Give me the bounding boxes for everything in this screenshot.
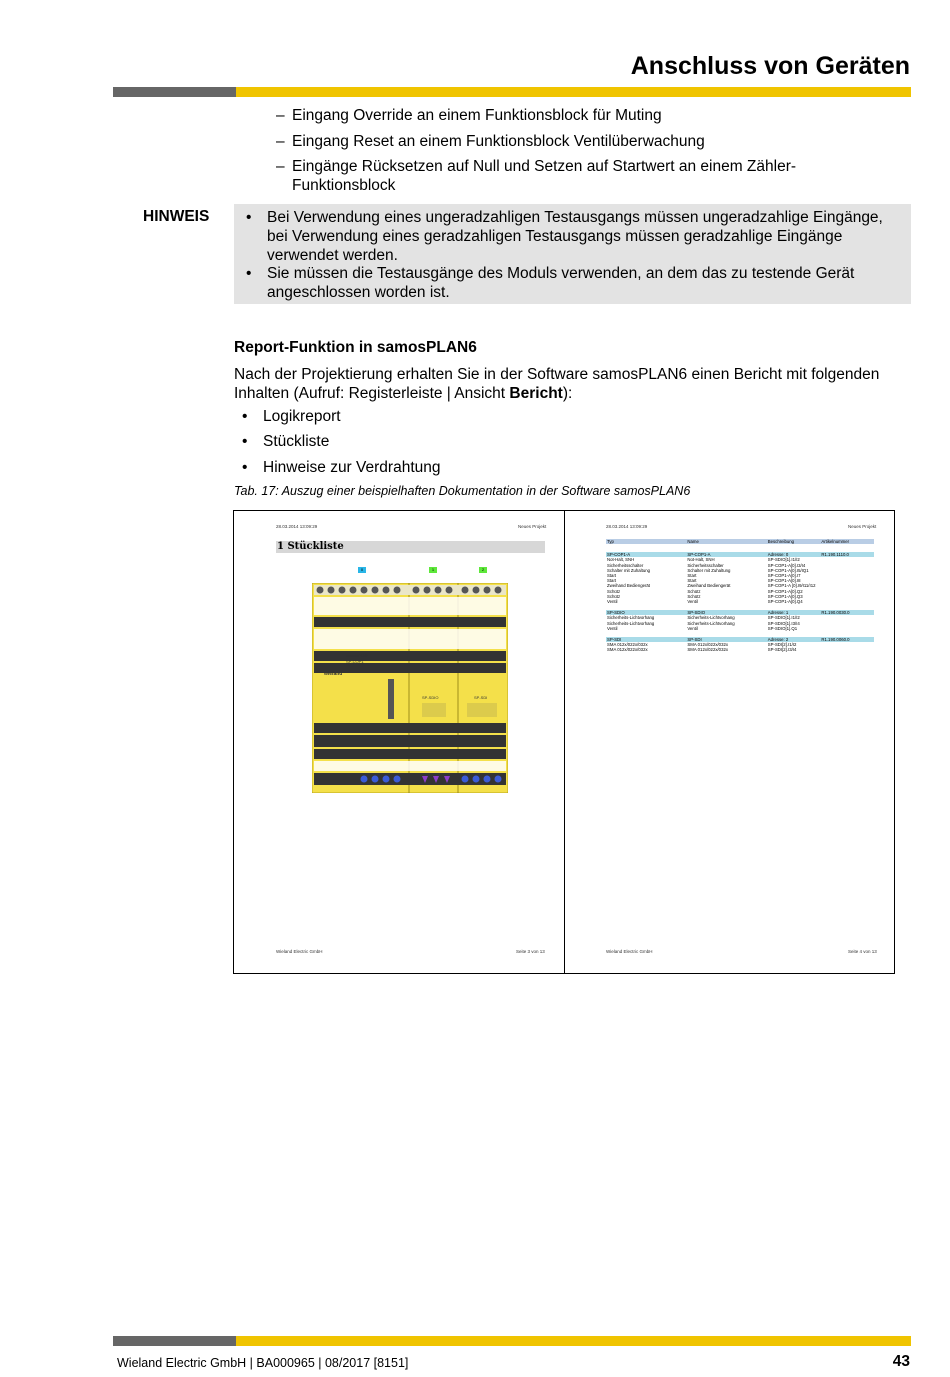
column-header: Name	[687, 539, 699, 544]
table-cell: SP-SDIO	[607, 610, 625, 616]
table-cell: SP-SDIO[1].Q1	[767, 625, 798, 631]
bullet-item: • Hinweise zur Verdrahtung	[242, 459, 441, 476]
column-header: Beschreibung	[767, 539, 795, 544]
table-cell: Adresse: 2	[767, 637, 789, 643]
table-cell: SP-SDI[2].I3/I4	[767, 647, 797, 653]
table-cell: SMA 012x/022x/032x	[687, 647, 728, 653]
report-footer-left: Wieland Electric GmbH	[606, 949, 653, 954]
table-cell: SP-SDI	[607, 637, 622, 643]
table-cell: SP-COP1-A	[607, 552, 631, 558]
table-cell: Adresse: 0	[767, 552, 789, 558]
bullet-item: • Logikreport	[242, 408, 341, 425]
table-cell: SP-SDI	[687, 637, 702, 643]
module-label: SP-COP1	[346, 659, 364, 664]
table-cell: SP-COP1-A	[687, 552, 711, 558]
footer-text: Wieland Electric GmbH | BA000965 | 08/2017 [8151]	[117, 1356, 409, 1370]
table-cell: SP-COP1-A[0].Q2	[767, 588, 803, 594]
module-badge: 2	[479, 567, 487, 573]
column-header: Artikelnummer	[821, 539, 850, 544]
report-footer-left: Wieland Electric GmbH	[276, 949, 323, 954]
section-title: Report-Funktion in samosPLAN6	[234, 339, 477, 356]
brand-label: wieland	[324, 671, 343, 677]
table-cell: Schütz	[687, 588, 701, 594]
table-cell: SMA 012x/022x/032x	[607, 642, 648, 648]
table-cell: Zweihand Bediengerät	[687, 583, 731, 589]
table-cell: Adresse: 1	[767, 610, 789, 616]
table-cell: R1.190.0030.0	[821, 610, 850, 616]
dash-item: – Eingang Override an einem Funktionsblock für Muting	[276, 107, 662, 124]
page-number: 43	[892, 1353, 910, 1370]
report-figure	[233, 510, 895, 974]
table-cell: SP-SDIO[1].I3/I4	[767, 620, 800, 626]
table-cell: Sicherheits-Lichtvorhang	[687, 615, 735, 621]
table-cell: SP-SDI[2].I1/I2	[767, 642, 797, 648]
page-title: Anschluss von Geräten	[630, 52, 910, 80]
module-badge: 0	[358, 567, 366, 573]
note-box: • Bei Verwendung eines ungeradzahligen Testausgangs müssen ungeradzahlige Eingänge, bei Verwendung eines geradzahligen Testausgangs müssen geradzahlige Eingänge verwendet werden. • Sie müssen die Testausgänge des Moduls verwenden, an dem das zu testende Gerät angeschlossen worden ist.	[234, 204, 911, 304]
module-label: SP-SDI	[474, 695, 488, 700]
table-cell: Start	[687, 578, 697, 584]
dash-item: – Eingang Reset an einem Funktionsblock Ventilüberwachung	[276, 133, 705, 150]
parts-table	[606, 539, 874, 659]
table-cell: Not-Halt, SNH	[607, 557, 635, 563]
dash-item: – Eingänge Rücksetzen auf Null und Setzen auf Startwert an einem Zähler-Funktionsblock	[276, 158, 797, 194]
table-cell: SMA 012x/022x/032x	[687, 642, 728, 648]
report-project: Neues Projekt	[848, 524, 877, 529]
report-date: 28.03.2014 13:09:29	[276, 524, 318, 529]
report-project: Neues Projekt	[518, 524, 547, 529]
report-date: 28.03.2014 13:09:29	[606, 524, 648, 529]
module-badge: 1	[429, 567, 437, 573]
table-cell: SP-SDIO[1].I1/I2	[767, 615, 800, 621]
table-cell: Zweihand Bediengerät	[607, 583, 650, 589]
table-cell: Ventil	[687, 625, 698, 631]
table-cell: Ventil	[607, 625, 618, 631]
table-cell: SP-COP1-A[0].I8	[767, 578, 801, 584]
table-cell: Start	[607, 578, 617, 584]
table-cell: Ventil	[607, 599, 618, 605]
product-label: samosPRO	[346, 653, 368, 658]
bullet-item: • Stückliste	[242, 433, 330, 450]
table-cell: Start	[687, 573, 697, 579]
table-cell: SP-COP1-A[0].I7	[767, 573, 801, 579]
table-cell: Sicherheits-Lichtvorhang	[687, 620, 735, 626]
table-cell: Ventil	[687, 599, 698, 605]
table-cell: SP-COP1-A[0].I5/IQ1	[767, 567, 809, 573]
table-cell: Start	[607, 573, 617, 579]
table-cell: SP-COP1-A [0].I9/I11/I12	[767, 583, 816, 589]
table-cell: R1.190.0060.0	[821, 637, 850, 643]
table-cell: SP-COP1-A[0].I3/I4	[767, 562, 806, 568]
note-label: HINWEIS	[143, 208, 210, 225]
table-cell: Sicherheitsschalter	[607, 562, 644, 568]
report-footer-right: Seite 3 von 13	[516, 949, 545, 954]
table-cell: R1.190.1110.0	[821, 552, 849, 558]
parts-list-heading: 1 Stückliste	[276, 541, 545, 553]
figure-divider	[564, 511, 565, 973]
figure-caption: Tab. 17: Auszug einer beispielhaften Dokumentation in der Software samosPLAN6	[234, 484, 691, 498]
table-cell: Sicherheits-Lichtvorhang	[607, 615, 655, 621]
table-cell: Schalter mit Zuhaltung	[607, 567, 650, 573]
report-footer-right: Seite 4 von 13	[848, 949, 877, 954]
table-cell: SP-COP1-A[0].Q3	[767, 593, 803, 599]
header-rule	[113, 87, 911, 97]
table-cell: SP-SDIO	[687, 610, 706, 616]
table-cell: Schütz	[607, 593, 621, 599]
table-cell: Sicherheits-Lichtvorhang	[607, 620, 655, 626]
footer-rule	[113, 1336, 911, 1346]
table-cell: Not-Halt, SNH	[687, 557, 715, 563]
column-header: Typ	[607, 539, 614, 544]
table-cell: Schütz	[607, 588, 621, 594]
device-illustration	[312, 583, 508, 793]
table-cell: Schalter mit Zuhaltung	[687, 567, 731, 573]
table-cell: SMA 012x/022x/032x	[607, 647, 648, 653]
section-paragraph: Nach der Projektierung erhalten Sie in der Software samosPLAN6 einen Bericht mit folgenden Inhalten (Aufruf: Registerleiste | Ansicht Bericht):	[234, 366, 880, 402]
table-cell: SP-COP1-A[0].Q4	[767, 599, 803, 605]
table-cell: SP-SDIO[1].I1/I2	[767, 557, 800, 563]
module-label: SP-SDIO	[422, 695, 439, 700]
table-cell: Sicherheitsschalter	[687, 562, 724, 568]
table-cell: Schütz	[687, 593, 701, 599]
